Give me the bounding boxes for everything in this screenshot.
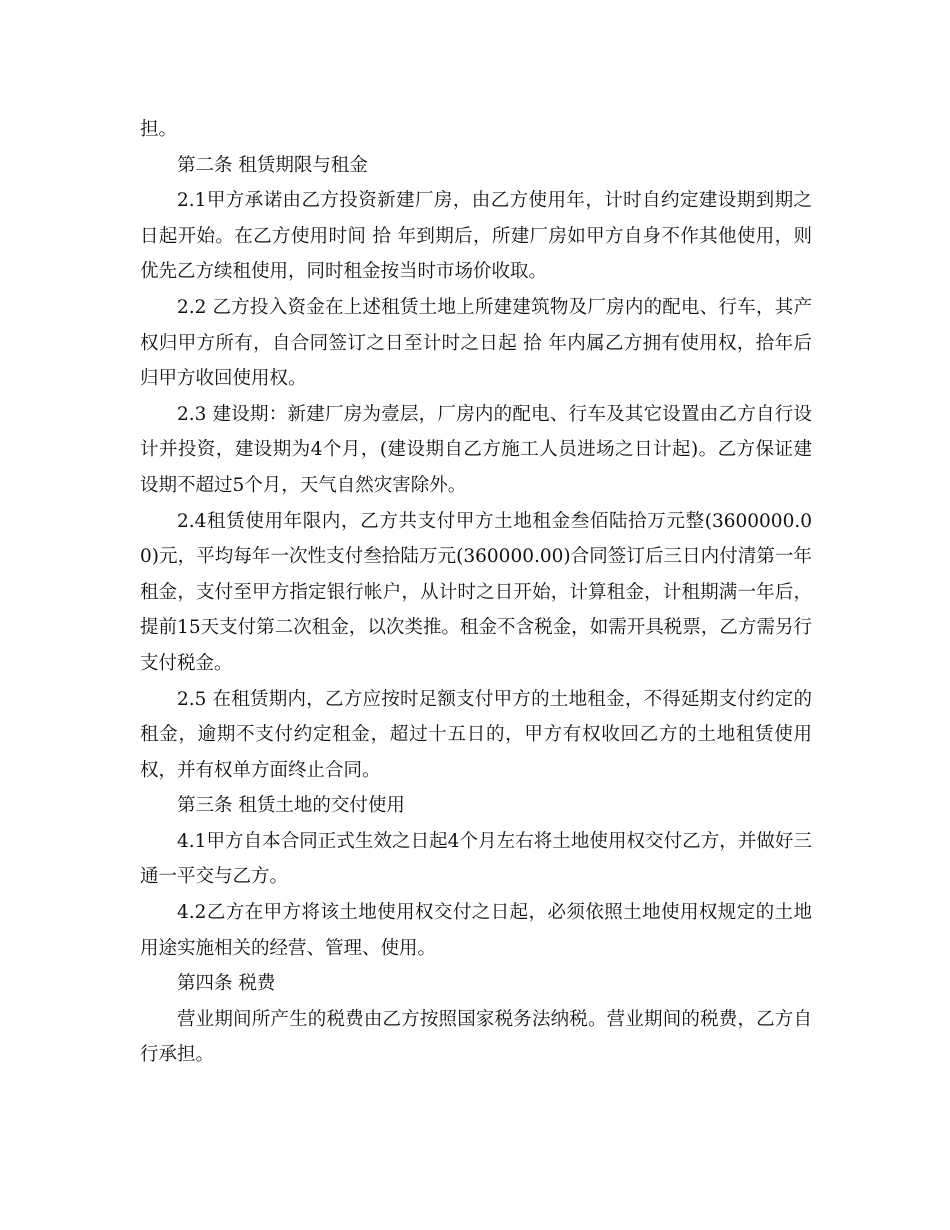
clause-4-2: 4.2乙方在甲方将该土地使用权交付之日起，必须依照土地使用权规定的土地用途实施相关的经营、管理、使用。 [140,902,812,959]
carry-over-text: 担。 [140,119,178,140]
clause-2-3: 2.3 建设期：新建厂房为壹层，厂房内的配电、行车及其它设置由乙方自行设计并投资，建设期为4个月，(建设期自乙方施工人员进场之日计起)。乙方保证建设期不超过5个月，天气自然灾害除外。 [140,403,812,496]
article-4-heading: 第四条 税费 [177,973,276,995]
clause-2-4: 2.4租赁使用年限内，乙方共支付甲方土地租金叁佰陆拾万元整(3600000.00)元，平均每年一次性支付叁拾陆万元(360000.00)合同签订后三日内付清第一年租金，支付至甲方指定银行帐户，从计时之日开始，计算租金，计租期满一年后，提前15天支付第二次租金，以次类推。租金不含税金，如需开具税票，乙方需另行支付税金。 [140,510,812,674]
clause-2-1: 2.1甲方承诺由乙方投资新建厂房，由乙方使用年，计时自约定建设期到期之日起开始。在乙方使用时间 拾 年到期后，所建厂房如甲方自身不作其他使用，则优先乙方续租使用，同时租金按当时市场价收取。 [140,190,812,283]
document-page [140,112,812,1073]
tax-paragraph: 营业期间所产生的税费由乙方按照国家税务法纳税。营业期间的税费，乙方自行承担。 [140,1008,812,1066]
article-2-heading: 第二条 租赁期限与租金 [177,154,368,176]
clause-4-1: 4.1甲方自本合同正式生效之日起4个月左右将土地使用权交付乙方，并做好三通一平交与乙方。 [140,830,812,888]
clause-2-2: 2.2 乙方投入资金在上述租赁土地上所建建筑物及厂房内的配电、行车，其产权归甲方所有，自合同签订之日至计时之日起 拾 年内属乙方拥有使用权，拾年后归甲方收回使用权。 [140,296,812,390]
article-3-heading: 第三条 租赁土地的交付使用 [177,795,405,817]
clause-2-5: 2.5 在租赁期内，乙方应按时足额支付甲方的土地租金，不得延期支付约定的租金，逾期不支付约定租金，超过十五日的，甲方有权收回乙方的土地租赁使用权，并有权单方面终止合同。 [140,688,812,781]
